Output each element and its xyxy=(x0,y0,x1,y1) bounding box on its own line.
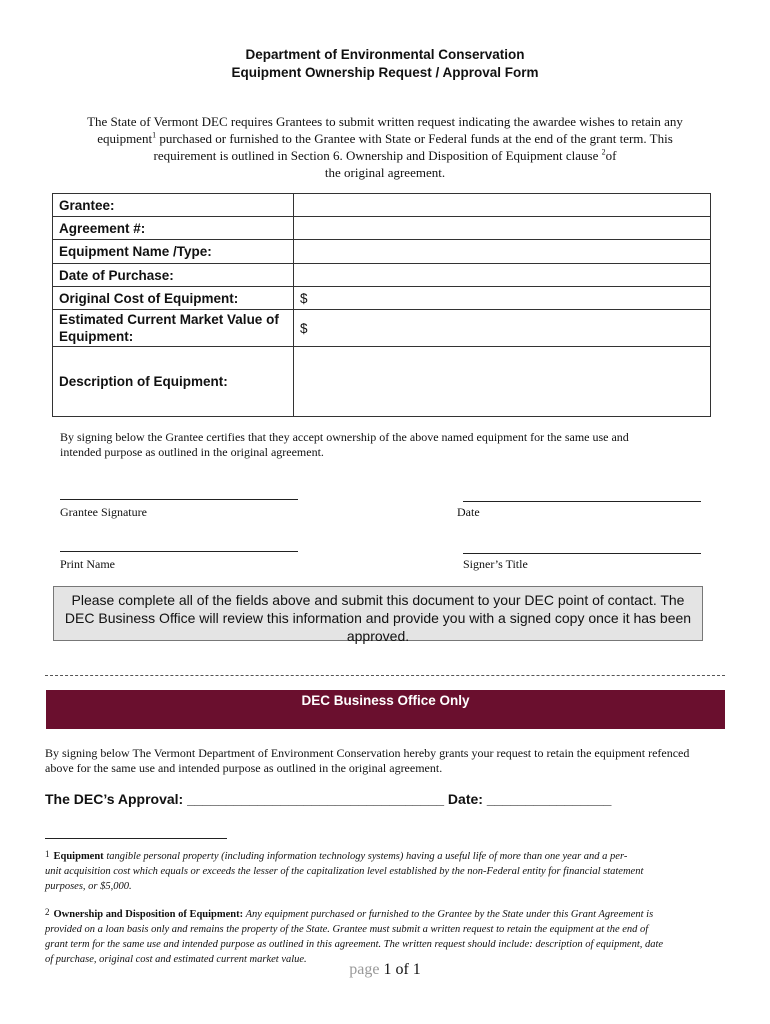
intro-line-4: the original agreement. xyxy=(324,165,446,180)
table-row-description xyxy=(53,347,711,417)
agreement-label: Agreement #: xyxy=(53,217,294,240)
grantee-signature-label: Grantee Signature xyxy=(60,505,147,519)
description-field[interactable] xyxy=(294,347,711,417)
original-cost-label: Original Cost of Equipment: xyxy=(53,287,294,310)
form-title: Equipment Ownership Request / Approval Form xyxy=(231,65,539,80)
section-divider xyxy=(45,675,725,676)
market-value-field[interactable]: $ xyxy=(294,310,711,347)
table-row-agreement xyxy=(53,217,711,240)
table-row-purchase-date xyxy=(53,264,711,287)
grant-text: By signing below The Vermont Department of Environment Conservation hereby grants your request to retain the equipment refenced above for the same use and intended purpose as outlined in the original agreement. xyxy=(45,746,690,775)
grantee-field[interactable] xyxy=(294,194,711,217)
footnote-rule xyxy=(45,838,227,839)
date-line[interactable] xyxy=(463,501,701,502)
description-label: Description of Equipment: xyxy=(53,347,294,417)
footnote-ref-1: 1 xyxy=(152,130,157,140)
table-row-equipment-name xyxy=(53,240,711,264)
original-cost-field[interactable]: $ xyxy=(294,287,711,310)
print-name-line[interactable] xyxy=(60,551,298,552)
grantee-signature-line[interactable] xyxy=(60,499,298,500)
footnote-1: 1 Equipment tangible personal property (including information technology systems) having a useful life of more than one year and a per- unit acquisition cost which equals or exceeds the lesser of the capitalization level established by the non-Federal entity for financial statement purposes, or $5,000. xyxy=(45,849,644,892)
instructions-notice: Please complete all of the fields above and submit this document to your DEC point of contact. The DEC Business Office will review this information and provide you with a signed copy once it has been approved. xyxy=(53,586,703,641)
intro-line-3: requirement is outlined in Section 6. Ownership and Disposition of Equipment clause $^2$of xyxy=(153,147,617,163)
print-name-label: Print Name xyxy=(60,557,115,571)
certification-text: By signing below the Grantee certifies that they accept ownership of the above named equipment for the same use and intended purpose as outlined in the original agreement. xyxy=(60,430,629,459)
footnote-ref-2: 2 xyxy=(601,147,606,157)
equipment-name-field[interactable] xyxy=(294,240,711,264)
purchase-date-field[interactable] xyxy=(294,264,711,287)
intro-line-2: equipment$^1$ purchased or furnished to the Grantee with State or Federal funds at the end of the grant term. This xyxy=(97,130,673,146)
purchase-date-label: Date of Purchase: xyxy=(53,264,294,287)
table-row-original-cost xyxy=(53,287,711,310)
form-department-title: Department of Environmental Conservation xyxy=(245,47,525,62)
equipment-info-table xyxy=(52,193,711,417)
table-row-market-value xyxy=(53,310,711,347)
dec-approval-line[interactable]: The DEC’s Approval: _________________________________ Date: ________________ xyxy=(45,791,612,807)
market-value-label: Estimated Current Market Value of Equipment: xyxy=(53,310,294,347)
signer-title-label: Signer’s Title xyxy=(463,557,528,571)
signer-title-line[interactable] xyxy=(463,553,701,554)
grantee-label: Grantee: xyxy=(53,194,294,217)
intro-paragraph xyxy=(60,113,710,181)
table-row-grantee xyxy=(53,194,711,217)
date-label: Date xyxy=(457,505,480,519)
office-only-banner: DEC Business Office Only xyxy=(46,690,725,729)
agreement-field[interactable] xyxy=(294,217,711,240)
equipment-name-label: Equipment Name /Type: xyxy=(53,240,294,264)
footnote-2: 2 Ownership and Disposition of Equipment: Any equipment purchased or furnished to the Grantee by the State under this Grant Agreement is provided on a loan basis only and remains the property of the State. Grantee must submit a written request to retain the equipment at the end of grant term for the same use and intended purpose as outlined in this agreement. The written request should include: description of equipment, date of purchase, original cost and estimated current market value. xyxy=(45,907,664,965)
page-number: page 1 of 1 xyxy=(349,961,421,978)
intro-line-1: The State of Vermont DEC requires Grantees to submit written request indicating the awardee wishes to retain any xyxy=(87,114,683,129)
